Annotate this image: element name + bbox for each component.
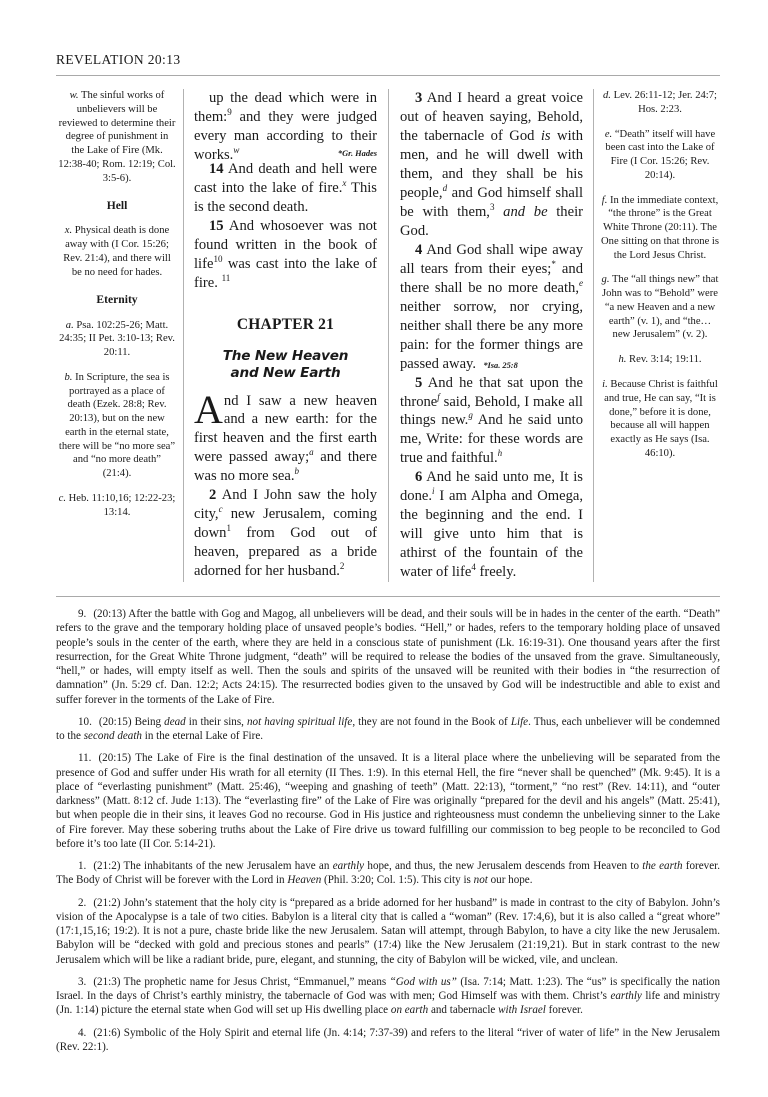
verse-text: new Jerusalem, coming down: [194, 506, 377, 542]
note-letter: e.: [604, 128, 613, 140]
note-text: Psa. 102:25-26; Matt. 24:35; II Pet. 3:10-13; Rev. 20:11.: [59, 319, 175, 359]
footnote-item: [56, 607, 720, 707]
crossref-marker[interactable]: g: [468, 410, 473, 421]
footnote-marker[interactable]: 4: [471, 562, 476, 573]
note-letter: w.: [69, 90, 79, 101]
footnote-number: 3.: [78, 975, 87, 988]
margin-note-g: [601, 273, 719, 342]
margin-subhead-eternity: Eternity: [96, 293, 138, 307]
margin-note-i: [601, 378, 719, 461]
verse-number: 14: [209, 160, 224, 177]
note-letter: c.: [58, 492, 66, 504]
verse-italic: and be: [494, 203, 548, 220]
crossref-marker[interactable]: d: [442, 182, 448, 193]
note-letter: f.: [601, 194, 608, 206]
note-letter: i.: [602, 379, 608, 391]
verse-text: And I John saw the holy city,: [194, 487, 377, 523]
footnote-text: (21:6) Symbolic of the Holy Spirit and eternal life (Jn. 4:14; 7:37-39) and refers to the literal “river of water of life” in the New Jerusalem (Rev. 22:1).: [56, 1026, 720, 1053]
crossref-marker[interactable]: c: [218, 504, 223, 515]
verse-text: And whosoever was not found written in the book of life: [194, 217, 377, 272]
margin-note-e: [601, 128, 719, 183]
verse-text: nd I saw a new heaven and a new earth: for the first heaven and the first earth were passed away;: [194, 392, 377, 466]
verse-text: This is the second death.: [194, 179, 377, 215]
verse-number: 15: [209, 217, 224, 234]
column-divider-2: [388, 89, 389, 582]
footnote-number: 10.: [78, 715, 92, 728]
footnote-number: 9.: [78, 608, 87, 621]
crossref-marker[interactable]: e: [578, 277, 583, 288]
footnote-text: (20:15) Being dead in their sins, not having spiritual life, they are not found in the Book of Life. Thus, each unbeliever will be condemned to the second death in the eternal Lake of Fire.: [56, 715, 720, 743]
verse-1: [194, 386, 377, 487]
verse-5: [400, 374, 583, 469]
footnote-item: [56, 975, 720, 1018]
note-letter: a.: [65, 319, 74, 331]
scripture-gloss-isaiah: *Isa. 25:8: [483, 360, 518, 370]
footnote-number: 11.: [78, 752, 92, 765]
footnote-number: 4.: [78, 1026, 87, 1039]
greek-gloss-hades: *Gr. Hades: [337, 148, 377, 158]
crossref-marker[interactable]: h: [497, 448, 503, 459]
footnote-text: (21:2) John’s statement that the holy city is “prepared as a bride adorned for her husband” is made in contrast to the city of Babylon. John’s vision of the Apocalypse is a tale of two cities. Babylon is a literal city that is called a “woman” (Rev. 17:4,6), but it is also called a “great whore” (17:1,15,16; 19:2). It is not a pure, chaste bride like the new Jerusalem. Satan will attempt, through Babylon, to have a city like the new Jerusalem. Babylon will be “decked with gold and precious stones and pearls” (17:4) like the New Jerusalem (21:19,21). But in stark contrast to the new Jerusalem which will be like a radiant bride, pure, elegant, and stunning, the city of Babylon will be wicked, vile, and unclean.: [56, 896, 720, 966]
margin-note-h: [601, 353, 719, 367]
left-margin-column: [56, 89, 178, 582]
footnote-marker[interactable]: 3: [489, 201, 495, 212]
verse-text: And he said unto me, It is done.: [400, 469, 583, 505]
footnote-number: 2.: [78, 896, 87, 909]
footnote-item: [56, 859, 720, 888]
footnote-item: [56, 715, 720, 744]
verse-text: I am Alpha and Omega, the beginning and the end. I will give unto him that is athirst of the fountain of the water of life: [400, 488, 583, 581]
verse-text: and there shall be no more death,: [400, 260, 583, 296]
note-text: In the immediate context, “the throne” is the Great White Throne (20:11). The One sitting on that throne is the Lord Jesus Christ.: [601, 194, 719, 261]
footnote-text: (21:2) The inhabitants of the new Jerusalem have an earthly hope, and thus, the new Jerusalem descends from Heaven to the earth forever. The Body of Christ will be forever with the Lord in Heaven (Phil. 3:20; Col. 1:5). This city is not our hope.: [56, 860, 720, 887]
note-letter: x.: [64, 225, 73, 237]
verse-text: and there was no more sea.: [194, 449, 377, 485]
verse-text: said, Behold, I make all things new.: [400, 393, 583, 429]
verse-number: 6: [415, 469, 423, 486]
note-text: The sinful works of unbelievers will be reviewed to determine their degree of punishment in the Lake of Fire (Mk. 12:38-40; Rom. 12:19; Col. 3:5-6).: [58, 90, 176, 184]
section-heading-line-2: and New Earth: [230, 365, 341, 382]
crossref-marker[interactable]: w: [233, 145, 240, 156]
verse-text: with men, and he will dwell with them, and they shall be his people,: [400, 127, 584, 201]
verse-text: And he that sat upon the throne: [400, 374, 583, 410]
footnotes-section: [56, 607, 720, 1054]
verse-text: neither sorrow, nor crying, neither shall there be any more pain: for the former things are passed away.: [400, 298, 583, 372]
note-text: Rev. 3:14; 19:11.: [626, 354, 702, 366]
footnotes-divider: [56, 596, 720, 597]
verse-14: [194, 160, 377, 217]
margin-note-f: [601, 194, 719, 263]
note-text: The “all things new” that John was to “Behold” were “a new Heaven and a new earth” (v. 1), and “the… new Jerusalem” (v. 2).: [602, 274, 719, 341]
verse-number: 3: [415, 90, 423, 106]
crossref-marker[interactable]: b: [294, 466, 300, 477]
margin-note-a: [58, 319, 176, 360]
note-text: Because Christ is faithful and true, He can say, “It is done,” before it is done, because all will happen exactly as He says (Isa. 46:10).: [604, 379, 718, 459]
verse-6: [400, 468, 583, 582]
header-divider: [56, 75, 720, 76]
verse-4: [400, 241, 583, 374]
footnote-text: (20:13) After the battle with Gog and Magog, all unbelievers will be dead, and their souls will be in hades in the center of the earth. “Death” refers to the grave and the temporary holding place of unsaved people’s bodies. “Hell,” or hades, refers to the temporary holding place of unsaved people’s souls in the center of the earth, where they are held in a conscious state of punishment (Lk. 16:19-31). One thousand years after the first resurrection, for the Great White Throne judgment, “death” will be required to release the bodies of the unsaved from the grave. Simultaneously, “hell,” or hades, will empty itself as well. Then the souls and spirits of the unsaved will be reunited with their bodies in “the resurrection of damnation” (Jn. 5:29 cf. Dan. 12:2; Acts 24:15). The resurrected bodies given to the unsaved by God will be indestructible and able to exist and suffer forever in the torments of the Lake of Fire.: [56, 608, 720, 706]
verse-text: from God out of heaven, prepared as a bride adorned for her husband.: [194, 525, 377, 580]
footnote-item: [56, 1026, 720, 1055]
right-margin-column: [599, 89, 721, 582]
footnote-marker[interactable]: 10: [213, 253, 223, 264]
verse-text: freely.: [475, 564, 517, 581]
gloss-marker[interactable]: *: [551, 258, 556, 269]
verse-text: up the dead which were in them:: [194, 90, 377, 125]
scripture-column-left: [189, 89, 382, 582]
note-text: Lev. 26:11-12; Jer. 24:7; Hos. 2:23.: [610, 90, 717, 115]
note-text: In Scripture, the sea is portrayed as a place of death (Ezek. 28:8; Rev. 20:13), but on the new earth in the eternal state, there will be “no more sea” and “no more death” (21:4).: [58, 371, 176, 480]
verse-text: And death and hell were cast into the lake of fire.: [194, 160, 377, 196]
verse-2: [194, 486, 377, 581]
running-head: REVELATION 20:13: [56, 52, 181, 67]
note-letter: g.: [601, 274, 610, 286]
margin-note-d: [601, 89, 719, 117]
verse-number: 5: [415, 374, 423, 391]
footnote-text: (20:15) The Lake of Fire is the final destination of the unsaved. It is a literal place where the unbelieving will be separated from the presence of God and suffer under His wrath for all eternity (II Thes. 1:9). In this eternal Hell, the fire “never shall be quenched” (Mk. 9:45). It is a place of “everlasting punishment” (Matt. 25:46), “weeping and gnashing of teeth” (Matt. 22:13), “torment,” “no rest” (Rev. 14:11), and “outer darkness” (Matt. 8:12 cf. Jude 1:13). The “everlasting fire” of the Lake of Fire was originally “prepared for the devil and his angels” (Matt. 25:41), but when people die in their sins, it leaves God no recourse. God in His justice and righteousness must condemn the unbelieving sinner to the Lake of Fire forever. May these sobering truths about the Lake of Fire drive us toward fulfilling our commission to beg people to be reconciled to God before it’s too late (II Cor. 5:14-21).: [56, 752, 720, 850]
drop-cap: A: [194, 386, 223, 432]
footnote-text: (21:3) The prophetic name for Jesus Christ, “Emmanuel,” means “God with us” (Isa. 7:14; Matt. 1:23). The “us” is specifically the nation Israel. In the days of Christ’s earthly ministry, the tabernacle of God was with men; God Himself was with them. Christ’s earthly life and ministry (Jn. 1:14) picture the eternal state when God will set up His dwelling place on earth and tabernacle with Israel forever.: [56, 975, 720, 1017]
note-text: “Death” itself will have been cast into the Lake of Fire (I Cor. 15:26; Rev. 20:14).: [605, 128, 716, 181]
verse-text: was cast into the lake of fire.: [194, 255, 377, 291]
margin-note-b: [58, 371, 176, 481]
column-divider-1: [183, 89, 184, 582]
verse-15: [194, 217, 377, 293]
verse-italic: is: [540, 127, 551, 144]
margin-note-x: [58, 224, 176, 279]
column-divider-3: [593, 89, 594, 582]
verse-text: their God.: [400, 203, 583, 239]
footnote-marker[interactable]: 9: [227, 107, 232, 118]
footnote-item: [56, 751, 720, 851]
verse-text: and God himself shall be with them,: [400, 184, 583, 220]
footnote-marker[interactable]: 1: [226, 523, 231, 534]
verse-text: And God shall wipe away all tears from their eyes;: [400, 241, 583, 277]
section-heading-line-1: The New Heaven: [222, 347, 349, 364]
note-letter: b.: [64, 371, 73, 383]
footnote-number: 1.: [78, 860, 87, 873]
section-heading: [194, 348, 377, 383]
crossref-marker[interactable]: f: [437, 391, 440, 402]
footnote-marker[interactable]: 11: [221, 272, 231, 283]
crossref-marker[interactable]: i: [432, 486, 435, 497]
note-letter: d.: [603, 90, 611, 101]
verse-3: [400, 89, 583, 241]
footnote-item: [56, 896, 720, 967]
chapter-heading: CHAPTER 21: [236, 315, 335, 333]
verse-text: and they were judged every man according to their works.: [194, 108, 377, 163]
verse-number: 4: [415, 241, 423, 258]
scripture-column-right: [395, 89, 588, 582]
columns-band: [56, 89, 720, 582]
note-letter: h.: [618, 354, 627, 366]
margin-note-w: [58, 89, 176, 185]
margin-subhead-hell: Hell: [106, 199, 128, 213]
verse-text: And I heard a great voice out of heaven saying, Behold, the tabernacle of God: [400, 90, 583, 144]
crossref-marker[interactable]: x: [342, 177, 347, 188]
verse-text: And he said unto me, Write: for these words are true and faithful.: [400, 412, 583, 467]
margin-note-c: [58, 492, 176, 520]
verse-number: 2: [209, 487, 217, 504]
footnote-marker[interactable]: 2: [339, 561, 345, 572]
note-text: Heb. 11:10,16; 12:22-23; 13:14.: [65, 492, 176, 518]
crossref-marker[interactable]: a: [309, 447, 314, 458]
note-text: Physical death is done away with (I Cor. 15:26; Rev. 21:4), and there will be no need for hades.: [63, 225, 171, 278]
